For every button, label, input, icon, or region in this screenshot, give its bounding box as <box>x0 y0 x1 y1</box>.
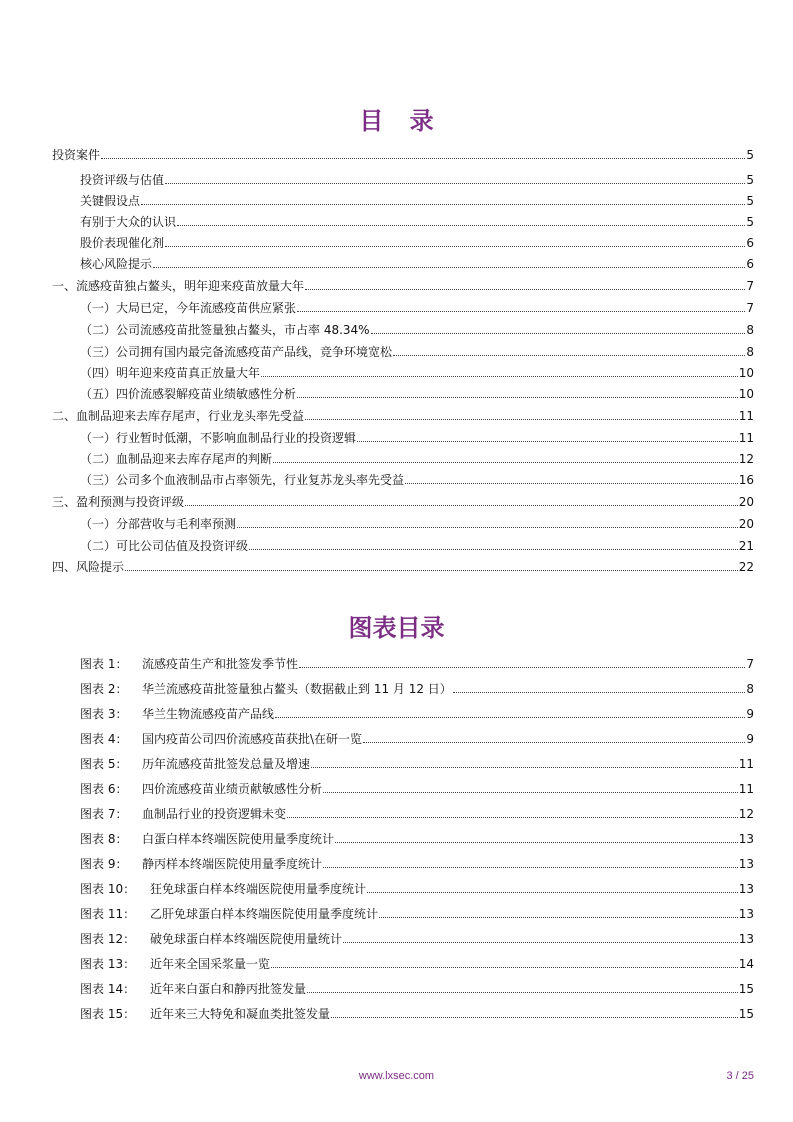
figure-number: 图表 8： <box>80 832 128 846</box>
toc-entry-label: 有别于大众的认识 <box>80 215 177 229</box>
toc-entry-label: （二）可比公司估值及投资评级 <box>80 539 249 553</box>
figure-entry-page: 14 <box>738 957 754 971</box>
figure-entry-page: 9 <box>746 707 754 721</box>
figure-entry-label: 华兰流感疫苗批签量独占鳌头（数据截止到 11 月 12 日） <box>142 682 452 696</box>
toc-entry-label: （一）行业暂时低潮，不影响血制品行业的投资逻辑 <box>80 431 357 445</box>
toc-entry-label: 投资评级与估值 <box>80 173 165 187</box>
toc-entry-page: 20 <box>738 517 754 531</box>
dot-leader <box>165 183 745 184</box>
dot-leader <box>125 570 738 571</box>
figure-number: 图表 7： <box>80 807 128 821</box>
dot-leader <box>305 419 738 420</box>
figure-number: 图表 14： <box>80 982 136 996</box>
figure-number: 图表 4： <box>80 732 128 746</box>
toc-entry-page: 7 <box>746 279 754 293</box>
toc-entry-page: 11 <box>738 409 754 423</box>
toc-entry-label: （四）明年迎来疫苗真正放量大年 <box>80 366 261 380</box>
toc-entry[interactable] <box>80 382 754 402</box>
figure-number: 图表 6： <box>80 782 128 796</box>
dot-leader <box>299 667 745 668</box>
dot-leader <box>237 527 738 528</box>
figure-entry-label: 血制品行业的投资逻辑未变 <box>142 807 287 821</box>
figure-entry[interactable] <box>80 977 754 997</box>
toc-entry-page: 16 <box>738 473 754 487</box>
toc-title: 目 录 <box>359 107 434 135</box>
figure-entry-label: 流感疫苗生产和批签发季节性 <box>142 657 299 671</box>
figure-entry-label: 白蛋白样本终端医院使用量季度统计 <box>142 832 335 846</box>
figure-entry-page: 15 <box>738 1007 754 1021</box>
toc-entry-label: 四、风险提示 <box>52 560 125 574</box>
toc-entry[interactable] <box>80 231 754 251</box>
dot-leader <box>287 817 738 818</box>
toc-entry-page: 21 <box>738 539 754 553</box>
toc-entry-page: 10 <box>738 387 754 401</box>
figure-entry-label: 四价流感疫苗业绩贡献敏感性分析 <box>142 782 323 796</box>
dot-leader <box>453 692 746 693</box>
toc-entry-page: 11 <box>738 431 754 445</box>
dot-leader <box>273 462 738 463</box>
toc-entry-page: 6 <box>746 257 754 271</box>
dot-leader <box>331 1017 738 1018</box>
toc-entry-page: 6 <box>746 236 754 250</box>
figure-entry[interactable] <box>80 677 754 697</box>
toc-entry[interactable] <box>52 490 754 510</box>
figure-entry[interactable] <box>80 752 754 772</box>
dot-leader <box>297 311 745 312</box>
toc-entry-label: 一、流感疫苗独占鳌头，明年迎来疫苗放量大年 <box>52 279 305 293</box>
figure-entry-page: 13 <box>738 932 754 946</box>
toc-entry[interactable] <box>52 274 754 294</box>
toc-entry[interactable] <box>80 318 754 338</box>
figure-entry[interactable] <box>80 927 754 947</box>
toc-entry-page: 7 <box>746 301 754 315</box>
dot-leader <box>271 967 738 968</box>
dot-leader <box>249 549 738 550</box>
toc-entry-label: 股价表现催化剂 <box>80 236 165 250</box>
figure-entry-label: 近年来三大特免和凝血类批签发量 <box>150 1007 331 1021</box>
dot-leader <box>379 917 738 918</box>
figure-entry-label: 静丙样本终端医院使用量季度统计 <box>142 857 323 871</box>
figure-entry-label: 华兰生物流感疫苗产品线 <box>142 707 275 721</box>
figure-number: 图表 2： <box>80 682 128 696</box>
figure-entry[interactable] <box>80 877 754 897</box>
dot-leader <box>177 225 745 226</box>
figure-entry-page: 13 <box>738 857 754 871</box>
figure-entry-page: 9 <box>746 732 754 746</box>
figure-entry-page: 11 <box>738 757 754 771</box>
toc-entry-label: 核心风险提示 <box>80 257 153 271</box>
toc-entry[interactable] <box>52 555 754 575</box>
toc-entry-page: 10 <box>738 366 754 380</box>
dot-leader <box>357 441 738 442</box>
figure-number: 图表 13： <box>80 957 136 971</box>
toc-entry[interactable] <box>80 468 754 488</box>
dot-leader <box>141 204 745 205</box>
toc-entry[interactable] <box>52 143 754 163</box>
dot-leader <box>275 717 745 718</box>
dot-leader <box>393 355 745 356</box>
footer-website-link[interactable]: www.lxsec.com <box>358 1070 435 1082</box>
figure-entry[interactable] <box>80 702 754 722</box>
dot-leader <box>311 767 738 768</box>
dot-leader <box>307 992 738 993</box>
dot-leader <box>335 842 738 843</box>
toc-entry-page: 5 <box>746 148 754 162</box>
toc-entry[interactable] <box>80 512 754 532</box>
toc-entry-label: 关键假设点 <box>80 194 141 208</box>
figure-entry-page: 7 <box>746 657 754 671</box>
figure-number: 图表 10： <box>80 882 136 896</box>
figure-entry-label: 破免球蛋白样本终端医院使用量统计 <box>150 932 343 946</box>
toc-entry-label: （三）公司多个血液制品市占率领先，行业复苏龙头率先受益 <box>80 473 405 487</box>
figure-entry-label: 乙肝免球蛋白样本终端医院使用量季度统计 <box>150 907 379 921</box>
figure-entry-page: 15 <box>738 982 754 996</box>
toc-entry-page: 22 <box>738 560 754 574</box>
toc-entry-page: 20 <box>738 495 754 509</box>
figure-entry[interactable] <box>80 952 754 972</box>
figure-entry[interactable] <box>80 652 754 672</box>
figure-entry[interactable] <box>80 852 754 872</box>
figure-entry[interactable] <box>80 902 754 922</box>
figure-entry-label: 国内疫苗公司四价流感疫苗获批\在研一览 <box>142 732 363 746</box>
toc-entry[interactable] <box>80 189 754 209</box>
dot-leader <box>297 397 738 398</box>
toc-entry-label: （一）分部营收与毛利率预测 <box>80 517 237 531</box>
toc-entry-label: 二、血制品迎来去库存尾声，行业龙头率先受益 <box>52 409 305 423</box>
dot-leader <box>323 867 738 868</box>
toc-entry-label: （二）血制品迎来去库存尾声的判断 <box>80 452 273 466</box>
toc-entry[interactable] <box>80 361 754 381</box>
figure-number: 图表 9： <box>80 857 128 871</box>
toc-entry-label: （二）公司流感疫苗批签量独占鳌头，市占率 48.34% <box>80 323 370 337</box>
dot-leader <box>261 376 738 377</box>
figure-entry-label: 历年流感疫苗批签发总量及增速 <box>142 757 311 771</box>
dot-leader <box>165 246 745 247</box>
dot-leader <box>343 942 738 943</box>
figure-index-title: 图表目录 <box>348 614 445 642</box>
dot-leader <box>153 267 745 268</box>
dot-leader <box>305 289 745 290</box>
figure-number: 图表 1： <box>80 657 128 671</box>
dot-leader <box>405 483 738 484</box>
toc-entry[interactable] <box>80 168 754 188</box>
figure-entry-page: 13 <box>738 882 754 896</box>
figure-entry-page: 13 <box>738 907 754 921</box>
toc-entry[interactable] <box>80 426 754 446</box>
figure-entry-label: 狂免球蛋白样本终端医院使用量季度统计 <box>150 882 367 896</box>
figure-entry[interactable] <box>80 777 754 797</box>
figure-number: 图表 3： <box>80 707 128 721</box>
figure-entry-page: 13 <box>738 832 754 846</box>
toc-entry-label: 投资案件 <box>52 148 101 162</box>
page-indicator: 3 / 25 <box>726 1070 754 1082</box>
toc-entry[interactable] <box>80 447 754 467</box>
dot-leader <box>363 742 745 743</box>
dot-leader <box>371 333 746 334</box>
figure-entry[interactable] <box>80 727 754 747</box>
figure-entry[interactable] <box>80 802 754 822</box>
toc-entry[interactable] <box>80 340 754 360</box>
toc-entry[interactable] <box>80 252 754 272</box>
dot-leader <box>367 892 738 893</box>
figure-number: 图表 15： <box>80 1007 136 1021</box>
figure-entry[interactable] <box>80 1002 754 1022</box>
figure-number: 图表 12： <box>80 932 136 946</box>
toc-entry-page: 8 <box>746 345 754 359</box>
figure-entry-page: 11 <box>738 782 754 796</box>
toc-entry[interactable] <box>52 404 754 424</box>
figure-number: 图表 11： <box>80 907 136 921</box>
toc-entry-label: （五）四价流感裂解疫苗业绩敏感性分析 <box>80 387 297 401</box>
figure-entry-page: 8 <box>746 682 754 696</box>
toc-entry-label: （一）大局已定，今年流感疫苗供应紧张 <box>80 301 297 315</box>
toc-entry[interactable] <box>80 534 754 554</box>
toc-entry-label: 三、盈利预测与投资评级 <box>52 495 185 509</box>
figure-entry-page: 12 <box>738 807 754 821</box>
toc-entry[interactable] <box>80 296 754 316</box>
toc-entry-page: 5 <box>746 215 754 229</box>
toc-entry[interactable] <box>80 210 754 230</box>
dot-leader <box>185 505 738 506</box>
figure-entry-label: 近年来白蛋白和静丙批签发量 <box>150 982 307 996</box>
dot-leader <box>323 792 738 793</box>
figure-number: 图表 5： <box>80 757 128 771</box>
toc-entry-page: 12 <box>738 452 754 466</box>
figure-entry[interactable] <box>80 827 754 847</box>
toc-entry-label: （三）公司拥有国内最完备流感疫苗产品线，竞争环境宽松 <box>80 345 393 359</box>
figure-entry-label: 近年来全国采浆量一览 <box>150 957 271 971</box>
toc-entry-page: 5 <box>746 194 754 208</box>
toc-entry-page: 5 <box>746 173 754 187</box>
dot-leader <box>101 158 745 159</box>
toc-entry-page: 8 <box>746 323 754 337</box>
